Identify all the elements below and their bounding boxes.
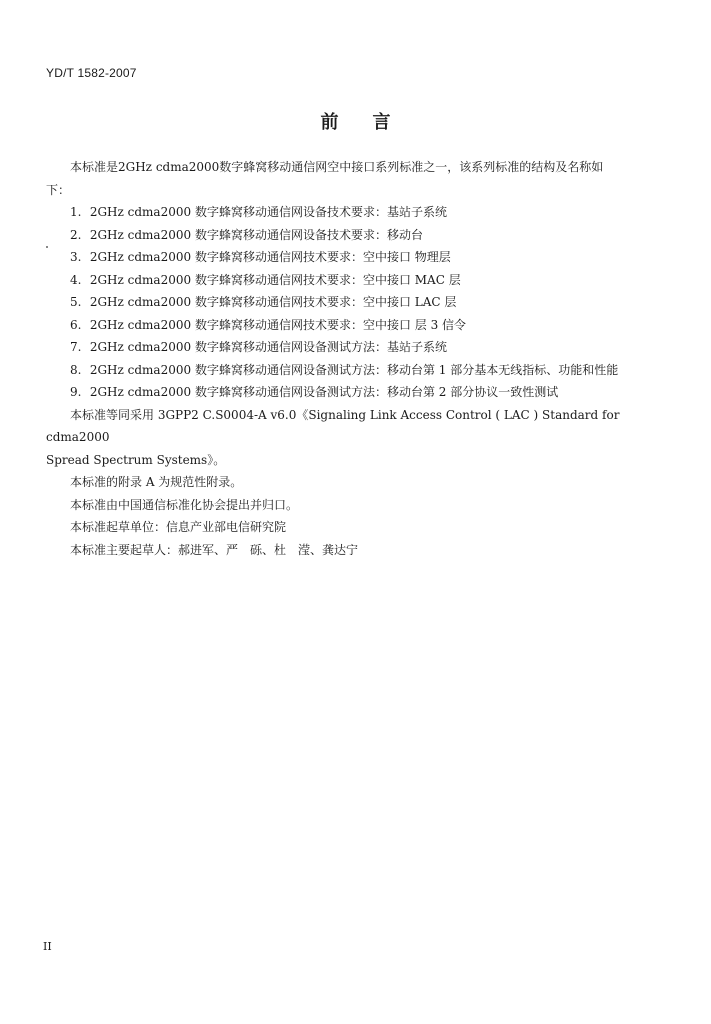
title-char-1: 前 — [320, 112, 339, 133]
list-item-number: 1. — [70, 205, 82, 219]
list-item — [46, 336, 634, 359]
note-drafting-unit: 本标准起草单位：信息产业部电信研究院 — [70, 520, 287, 534]
list-item-text: 2GHz cdma2000 数字蜂窝移动通信网设备技术要求：基站子系统 — [89, 205, 447, 219]
page-number: II — [43, 940, 52, 953]
list-item-number: 6. — [70, 317, 82, 332]
list-item-text: 2GHz cdma2000 数字蜂窝移动通信网技术要求：空中接口 LAC 层 — [89, 295, 457, 309]
note-drafters: 本标准主要起草人：郝进军、严 砾、杜 滢、龚达宁 — [70, 542, 359, 557]
list-item-text: 2GHz cdma2000 数字蜂窝移动通信网设备测试方法：基站子系统 — [89, 340, 447, 354]
list-item — [46, 359, 634, 382]
adoption-line-1: 本标准等同采用 3GPP2 C.S0004-A v6.0《Signaling Link Access Control ( LAC ) Standard for cdma2000 — [46, 407, 620, 444]
foreword-body — [46, 156, 634, 561]
list-item-number: 7. — [70, 340, 82, 354]
list-item — [46, 291, 634, 314]
list-item — [46, 381, 634, 404]
list-item-number: 4. — [70, 272, 82, 287]
list-item-number: 8. — [70, 362, 82, 377]
list-item — [46, 246, 634, 269]
list-item-text: 2GHz cdma2000 数字蜂窝移动通信网设备技术要求：移动台 — [89, 227, 423, 242]
standard-code: YD/T 1582-2007 — [46, 66, 137, 80]
list-item — [46, 224, 634, 247]
list-item-text: 2GHz cdma2000 数字蜂窝移动通信网设备测试方法：移动台第 2 部分协议一致性测试 — [89, 385, 559, 399]
series-list — [46, 201, 634, 404]
list-item-text: 2GHz cdma2000 数字蜂窝移动通信网技术要求：空中接口 MAC 层 — [89, 272, 461, 287]
note-annex: 本标准的附录 A 为规范性附录。 — [70, 475, 243, 489]
intro-line-2: 下： — [46, 182, 71, 197]
adoption-line-2: Spread Spectrum Systems》。 — [46, 452, 226, 467]
list-item — [46, 269, 634, 292]
list-item-number: 5. — [70, 295, 82, 309]
list-item-text: 2GHz cdma2000 数字蜂窝移动通信网技术要求：空中接口 层 3 信令 — [89, 317, 467, 332]
list-item-number: 3. — [70, 250, 82, 264]
title-char-2: 言 — [372, 112, 391, 133]
list-item — [46, 201, 634, 224]
list-item-text: 2GHz cdma2000 数字蜂窝移动通信网技术要求：空中接口 物理层 — [89, 250, 451, 264]
list-item-number: 9. — [70, 385, 82, 399]
page-title — [0, 108, 711, 134]
intro-line-1: 本标准是2GHz cdma2000数字蜂窝移动通信网空中接口系列标准之一，该系列标准的结构及名称如 — [70, 160, 604, 174]
list-item-text: 2GHz cdma2000 数字蜂窝移动通信网设备测试方法：移动台第 1 部分基本无线指标、功能和性能 — [89, 362, 619, 377]
list-item-number: 2. — [70, 227, 82, 242]
list-item — [46, 314, 634, 337]
note-proposer: 本标准由中国通信标准化协会提出并归口。 — [70, 497, 299, 512]
